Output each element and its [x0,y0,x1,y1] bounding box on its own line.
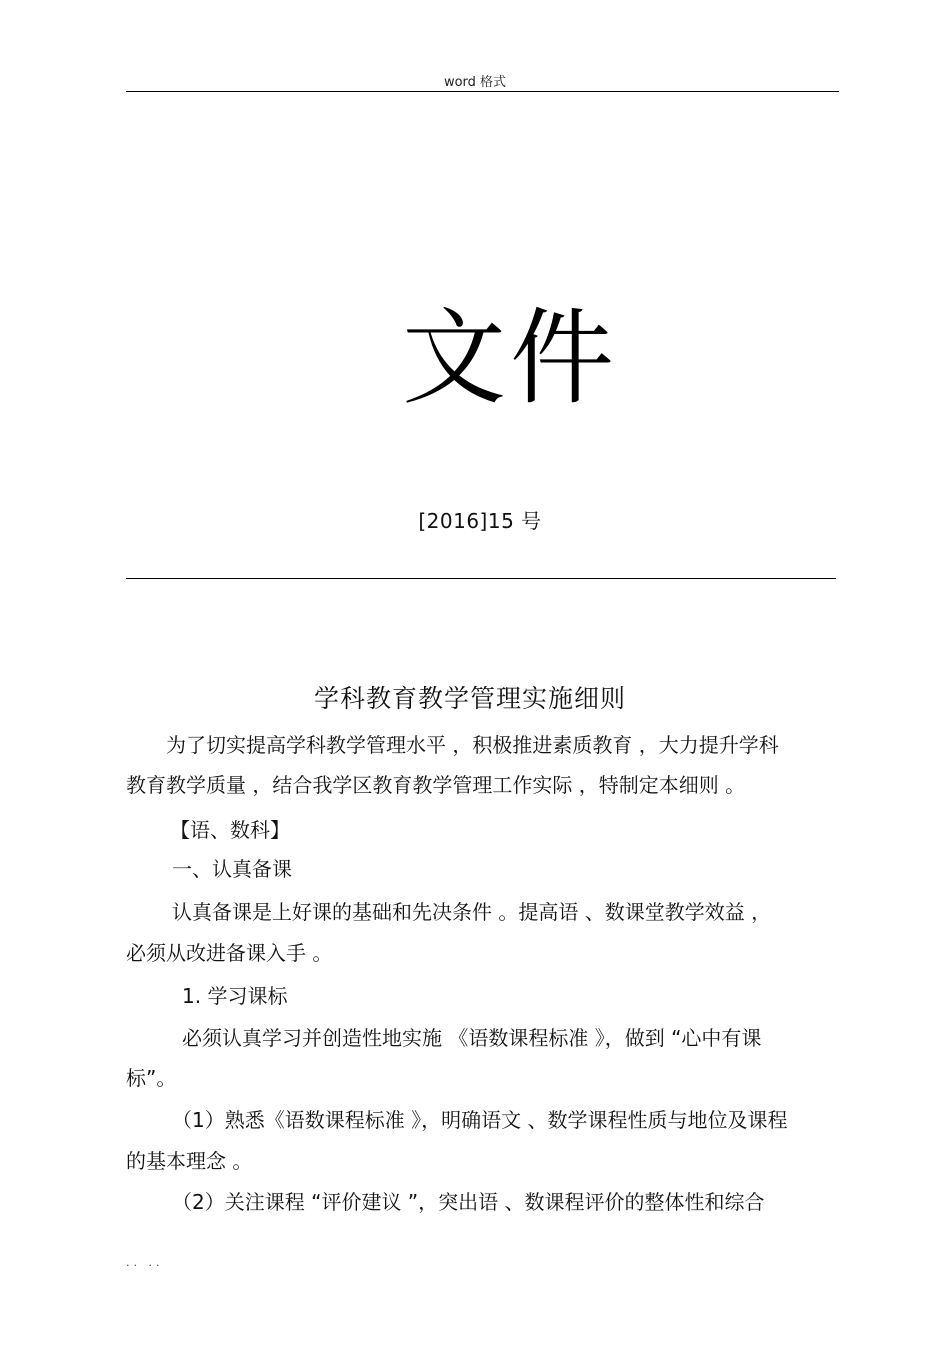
section-heading: 一、认真备课 [172,857,292,881]
header-divider [126,91,839,92]
paragraph-line: 为了切实提高学科教学管理水平 ，积极推进素质教育 ，大力提升学科 [166,733,779,757]
page-footer-text: .. .. [126,1256,164,1269]
subject-heading: 【语、数科】 [170,818,290,842]
paragraph-line: 必须认真学习并创造性地实施 《语数课程标准 》，做到 “心中有课 [182,1026,762,1050]
paragraph-line: （2）关注课程 “评价建议 ”，突出语 、数课程评价的整体性和综合 [172,1190,765,1214]
paragraph-line: 认真备课是上好课的基础和先决条件 。提高语 、数课堂教学效益 ， [172,900,772,924]
section-title: 学科教育教学管理实施细则 [313,684,626,713]
page-header-text: word 格式 [443,75,507,90]
paragraph-line: 必须从改进备课入手 。 [126,941,333,965]
paragraph-line: （1）熟悉《语数课程标准 》，明确语文 、数学课程性质与地位及课程 [172,1108,788,1132]
subsection-heading: 1. 学习课标 [182,984,288,1008]
paragraph-line: 的基本理念 。 [126,1149,253,1173]
document-title: 文件 [401,297,618,419]
title-divider [126,578,836,579]
paragraph-line: 教育教学质量 ，结合我学区教育教学管理工作实际 ，特制定本细则 。 [126,773,746,797]
document-number: [2016]15 号 [418,509,542,533]
paragraph-line: 标”。 [126,1066,177,1090]
